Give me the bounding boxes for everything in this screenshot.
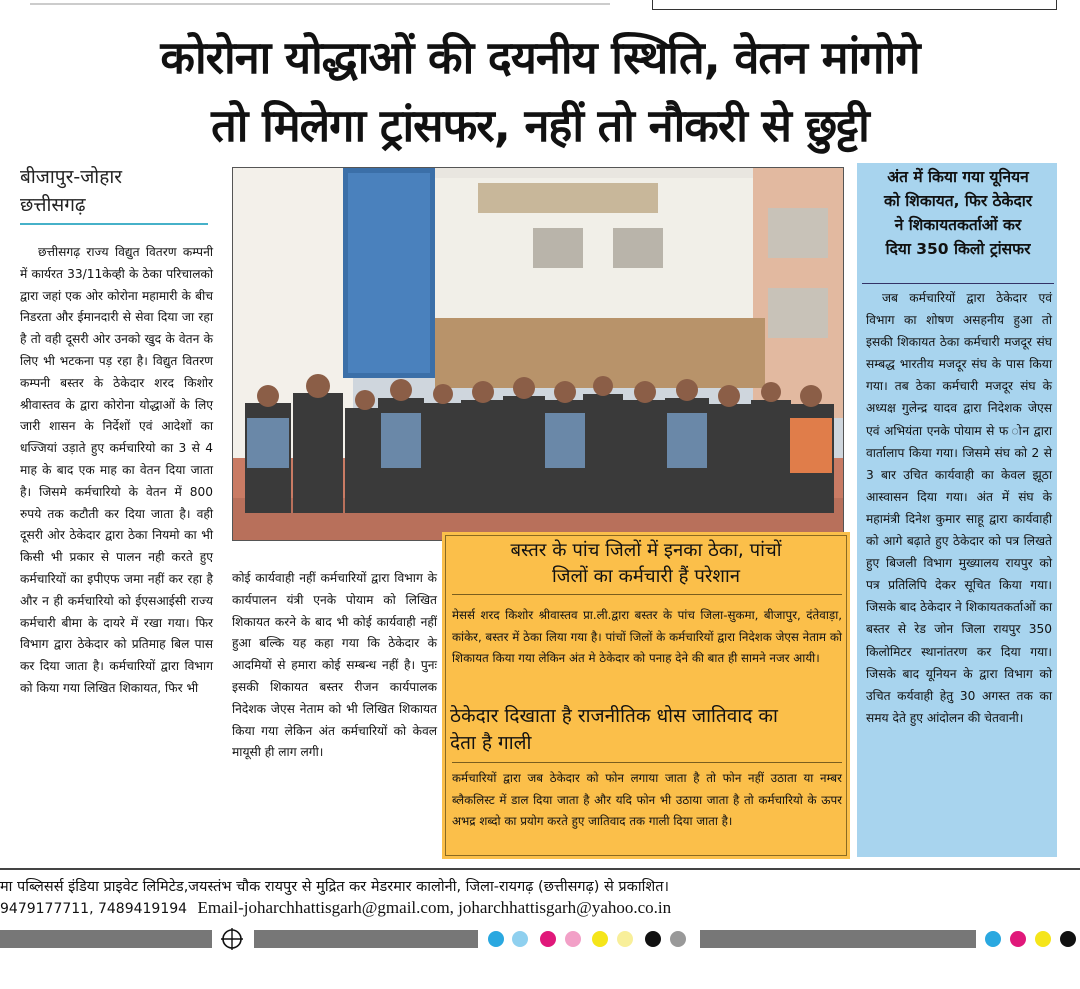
blue-heading-line-3: ने शिकायतकर्ताओं कर xyxy=(894,216,1022,234)
blue-rule xyxy=(862,283,1054,284)
headline-line-1: कोरोना योद्धाओं की दयनीय स्थिति, वेतन मांगोगे xyxy=(160,31,920,84)
footer-phones: 9479177711, 7489419194 xyxy=(0,901,188,917)
print-bar-right xyxy=(700,930,976,948)
dateline-state: छत्तीसगढ़ xyxy=(20,194,86,216)
swatch-yellow xyxy=(592,931,608,947)
print-bar-left xyxy=(0,930,212,948)
swatch-cyan-right xyxy=(985,931,1001,947)
group-photo-illustration xyxy=(233,168,844,541)
blue-heading-line-1: अंत में किया गया यूनियन xyxy=(887,168,1029,186)
yellow-text-1: मेसर्स शरद किशोर श्रीवास्तव प्रा.ली.द्वारा बस्तर के पांच जिला-सुकमा, बीजापुर, दंतेवाड़ा, कांकेर, बस्तर में ठेका लिया गया है। पांचों जिलों के कर्मचारियों द्वारा निदेशक जेएस नेताम को शिकायत किया गया लेकिन अंत मे ठेकेदार को पनाह देने की बात ही सामने नजर आयी। xyxy=(452,608,842,666)
footer-emails: Email-joharchhattisgarh@gmail.com, joharchhattisgarh@yahoo.co.in xyxy=(197,898,672,917)
top-strip-rule xyxy=(30,3,610,5)
blue-heading xyxy=(862,165,1054,261)
footer-publisher-line: मा पब्लिसर्स इंडिया प्राइवेट लिमिटेड,जयस्तंभ चौक रायपुर से मुद्रित कर मेडरमार कालोनी, जिला-रायगढ़ (छत्तीसगढ़) से प्रकाशित। xyxy=(0,879,669,895)
yellow-heading-2-line-1: ठेकेदार दिखाता है राजनीतिक धोस जातिवाद का xyxy=(450,705,778,727)
swatch-magenta-right xyxy=(1010,931,1026,947)
yellow-rule-2 xyxy=(452,762,842,763)
dateline-place: बीजापुर-जोहार xyxy=(20,166,123,188)
yellow-rule-1 xyxy=(452,594,842,595)
registration-mark-icon xyxy=(220,927,244,951)
yellow-heading-1 xyxy=(455,538,837,590)
blue-box-text: जब कर्मचारियों द्वारा ठेकेदार एवं विभाग का शोषण असहनीय हुआ तो इसकी शिकायत ठेका कर्मचारी मजदूर संघ सम्बद्ध भारतीय मजदूर संघ के पास किया गया। तब ठेका कर्मचारी मजदूर संघ के अध्यक्ष गुलेन्द्र यादव द्वारा निदेशक जेएस एवं अभियंता एनके पोयाम से फ ोन द्वारा वार्तालाप किया गया। जिसमे संघ को 2 से 3 बार उचित कार्यवाही का केवल झूठा आस्वासन दिया गया। अंत में संघ के महामंत्री दिनेश कुमार साहू द्वारा कार्यवाही को आगे बढ़ाते हुए ठेकेदार को पत्र लिखते हुए बिजली विभाग मुख्यालय रायपुर को पत्र प्रतिलिपि देकर सूचित किया गया। जिसके बाद ठेकेदार ने शिकायतकर्ताओं का बस्तर से रेड जोन जिला रायपुर 350 किलोमिटर स्थानांतरण कर दिया गया। जिसके बाद यूनियन के द्वारा विभाग को उचित कर्यवाही हेतु 30 अगस्त तक का समय देते हुए आंदोलन की चेतवानी। xyxy=(866,291,1052,725)
dateline-rule xyxy=(20,223,208,225)
yellow-heading-1-line-1: बस्तर के पांच जिलों में इनका ठेका, पांचों xyxy=(510,540,782,561)
headline-line-2: तो मिलेगा ट्रांसफर, नहीं तो नौकरी से छुट्टी xyxy=(211,99,869,152)
swatch-light-magenta xyxy=(565,931,581,947)
footer-rule xyxy=(0,868,1080,870)
swatch-yellow-right xyxy=(1035,931,1051,947)
swatch-light-cyan xyxy=(512,931,528,947)
swatch-cyan xyxy=(488,931,504,947)
yellow-heading-1-line-2: जिलों का कर्मचारी हैं परेशान xyxy=(551,566,741,587)
yellow-heading-2 xyxy=(450,703,842,757)
swatch-black-right xyxy=(1060,931,1076,947)
top-box-frame xyxy=(652,0,1057,10)
yellow-text-2: कर्मचारियों द्वारा जब ठेकेदार को फोन लगाया जाता है तो फोन नहीं उठाता या नम्बर ब्लैकलिस्ट में डाल दिया जाता है और यदि फोन भी उठाया जाता है तो कर्मचारियो के ऊपर अभद्र शब्दो का प्रयोग करते हुए जातिवाद तक गाली दिया जाता है। xyxy=(452,771,842,829)
left-column-text: छत्तीसगढ़ राज्य विद्युत वितरण कम्पनी में कार्यरत 33/11केव्ही के ठेका परिचालको द्वारा जहां एक ओर कोरोना महामारी के बीच निडरता और ईमानदारी से सेवा दिया जा रहा है तो वही दूसरी ओर उनको खुद के वेतन के लिए भी भटकना पड़ रहा है। विद्युत वितरण कम्पनी बस्तर के ठेकेदार शरद किशोर श्रीवास्तव के द्वारा कोरोना योद्धाओं के लिए जारी शासन के निर्देशों एवं आदेशों का धज्जियां उड़ाते हुए कर्मचारियो का 3 से 4 माह के बाद एक माह का वेतन दिया जाता है। जिसमे कर्मचारियो के वेतन में 800 रुपये तक कटौती कर दिया जाता है। वही दूसरी ओर ठेकेदार द्वारा ठेका नियमो का भी किसी भी प्रकार से पालन नही करते हुए कर्मचारियों का इपीएफ जमा नहीं कर रहा है और न ही कर्मचारियो को ईएसआईसी राज्य कर्मचारी बीमा के दायरे में रखा गया। फिर विभाग द्वारा ठेकेदार को प्रतिमाह बिल पास कर दिया जाता है। कर्मचारियों द्वारा विभाग को किया गया लिखित शिकायत, फिर भी xyxy=(20,245,213,695)
swatch-light-yellow xyxy=(617,931,633,947)
middle-column xyxy=(232,568,437,764)
footer-contact-line xyxy=(0,898,671,918)
middle-column-text: कोई कार्यवाही नहीं कर्मचारियों द्वारा विभाग के कार्यपालन यंत्री एनके पोयाम को लिखित शिकायत करने के बाद भी कोई कार्यवाही नहीं हुआ बल्कि यह कहा गया कि ठेकेदार के आदमियों से हमारा कोई सम्बन्ध नहीं है। पुनः इसकी शिकायत बस्तर रीजन कार्यपालक निदेशक जेएस नेताम को भी लिखित शिकायत किया गया लेकिन अंत कर्मचारियों को केवल मायूसी ही लाग लगी। xyxy=(232,571,437,760)
news-photo xyxy=(232,167,844,541)
print-bar-middle xyxy=(254,930,478,948)
swatch-black xyxy=(645,931,661,947)
left-column xyxy=(20,163,213,700)
yellow-heading-2-line-2: देता है गाली xyxy=(450,732,532,754)
blue-heading-line-4: दिया 350 किलो ट्रांसफर xyxy=(885,240,1031,258)
swatch-magenta xyxy=(540,931,556,947)
blue-heading-line-2: को शिकायत, फिर ठेकेदार xyxy=(883,192,1033,210)
swatch-grey xyxy=(670,931,686,947)
